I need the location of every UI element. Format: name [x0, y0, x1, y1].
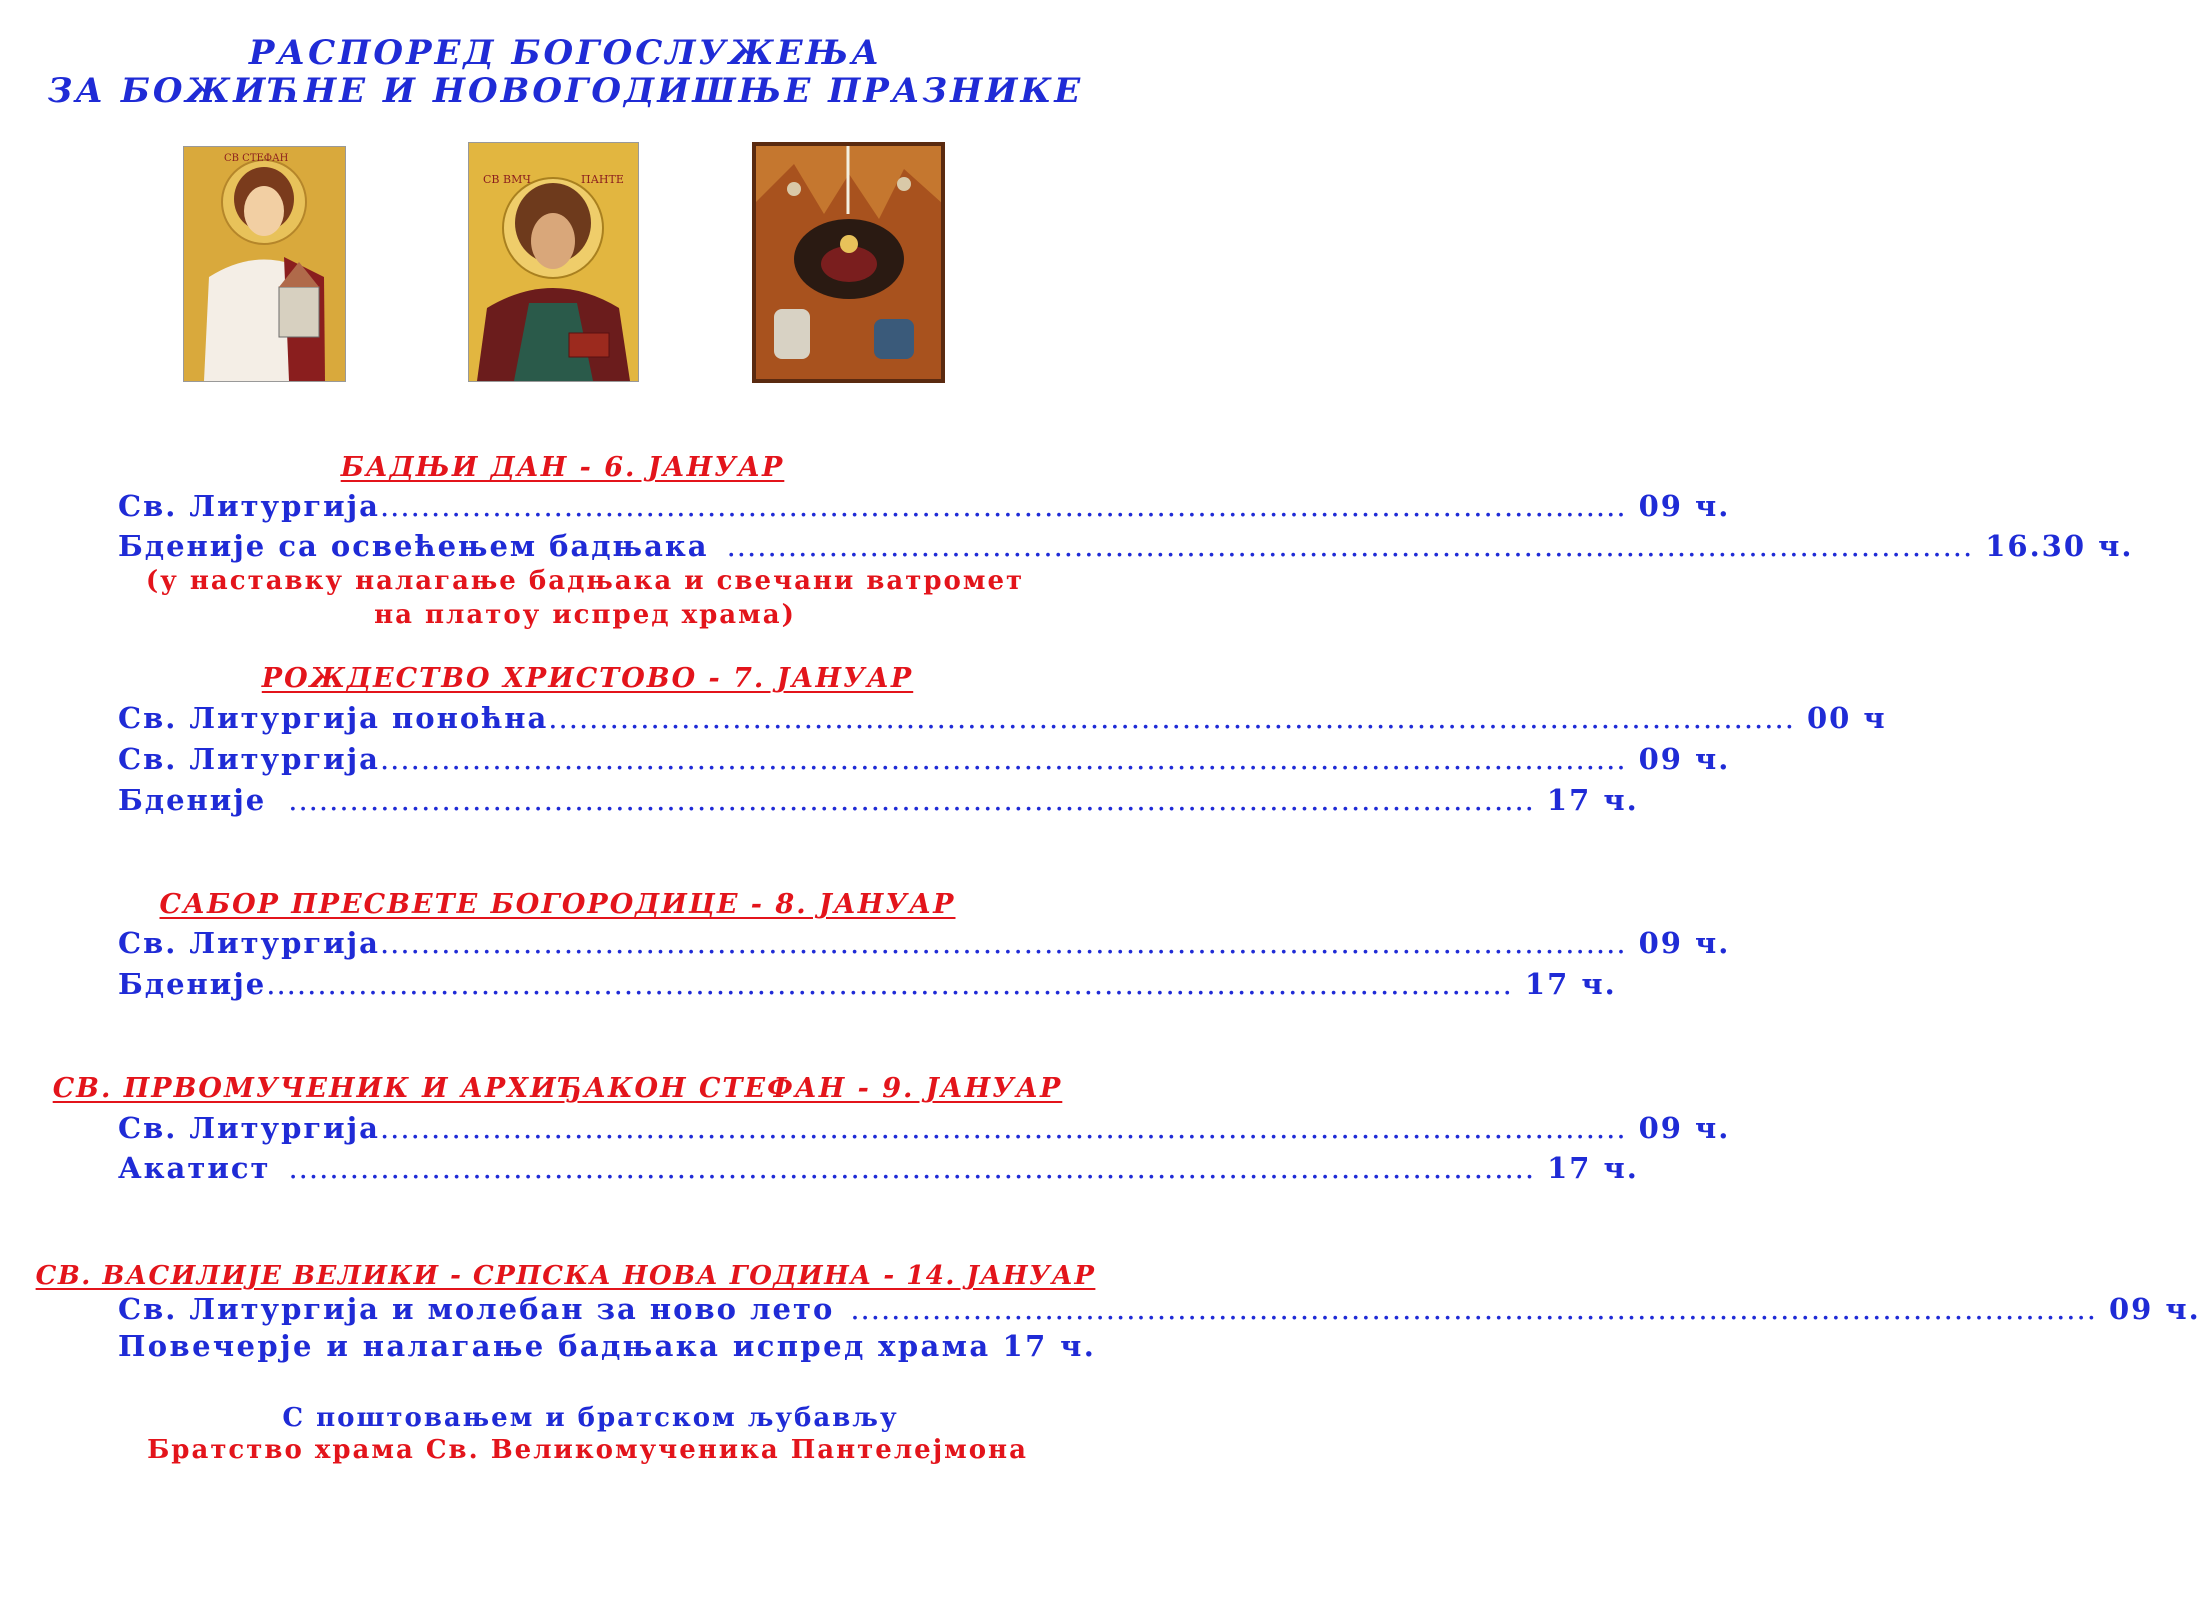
service-label: Акатист [118, 1151, 271, 1185]
service-time: 09 ч. [1638, 489, 1731, 523]
schedule-row [118, 926, 1731, 960]
schedule-row [118, 1151, 1639, 1185]
service-label: Св. Литургија поноћна [118, 701, 549, 735]
schedule-row [118, 783, 1639, 817]
leader-dots: .......................................................................................................................... [288, 783, 1535, 817]
section-heading-christmas-eve: БАДЊИ ДАН - 6. ЈАНУАР [340, 452, 785, 483]
service-time: 17 ч. [1546, 783, 1639, 817]
leader-dots: .......................................................................................................................... [266, 967, 1513, 1001]
section-heading-st-stephen: СВ. ПРВОМУЧЕНИК И АРХИЂАКОН СТЕФАН - 9. ЈАНУАР [52, 1073, 1063, 1104]
service-label: Св. Литургија и молебан за ново лето [118, 1292, 835, 1326]
service-label: Св. Литургија [118, 489, 380, 523]
signature-brotherhood: Братство храма Св. Великомученика Пантелејмона [147, 1435, 1028, 1465]
leader-dots: .......................................................................................................................... [379, 742, 1627, 776]
schedule-row [118, 529, 2134, 563]
service-time: 17 ч. [1547, 1151, 1639, 1185]
leader-dots: .......................................................................................................................... [726, 529, 1974, 563]
section-heading-synaxis: САБОР ПРЕСВЕТЕ БОГОРОДИЦЕ - 8. ЈАНУАР [159, 889, 956, 920]
schedule-row [118, 1111, 1731, 1145]
title-line-1: РАСПОРЕД БОГОСЛУЖЕЊА [248, 33, 883, 73]
schedule-row [118, 1329, 1097, 1363]
leader-dots: .......................................................................................................................... [548, 701, 1795, 735]
schedule-row [118, 1292, 2201, 1326]
service-time: 09 ч. [2108, 1292, 2201, 1326]
service-label: Повечерје и налагање бадњака испред храма [118, 1329, 991, 1363]
service-label: Бденије са освећењем бадњака [118, 529, 709, 563]
leader-dots: .......................................................................................................................... [850, 1292, 2097, 1326]
svg-text:ПАНТЕ: ПАНТЕ [581, 173, 624, 186]
schedule-row [118, 742, 1731, 776]
leader-dots: .......................................................................................................................... [379, 926, 1627, 960]
service-time: 09 ч. [1638, 1111, 1731, 1145]
service-time: 09 ч. [1638, 742, 1731, 776]
service-label: Св. Литургија [118, 926, 380, 960]
service-time: 17 ч. [1002, 1329, 1097, 1363]
section-note: (у наставку налагање бадњака и свечани ватромет на платоу испред храма) [145, 566, 1025, 630]
schedule-row [118, 489, 1731, 523]
nativity-icon [753, 143, 944, 382]
section-heading-nativity: РОЖДЕСТВО ХРИСТОВО - 7. ЈАНУАР [261, 663, 914, 694]
service-label: Бденије [118, 967, 267, 1001]
schedule-row [118, 967, 1617, 1001]
svg-text:СВ ВМЧ: СВ ВМЧ [483, 173, 531, 186]
service-label: Св. Литургија [118, 742, 380, 776]
st-panteleimon-icon [468, 142, 639, 382]
title-line-2: ЗА БОЖИЋНЕ И НОВОГОДИШЊЕ ПРАЗНИКЕ [47, 71, 1084, 111]
leader-dots: .......................................................................................................................... [288, 1151, 1536, 1185]
schedule-row [118, 701, 1887, 735]
service-label: Бденије [118, 783, 267, 817]
service-time: 09 ч. [1638, 926, 1731, 960]
service-label: Св. Литургија [118, 1111, 380, 1145]
svg-text:СВ СТЕФАН: СВ СТЕФАН [224, 153, 289, 164]
service-time: 17 ч. [1524, 967, 1617, 1001]
signature-greeting: С поштовањем и братском љубављу [282, 1403, 899, 1433]
leader-dots: .......................................................................................................................... [379, 489, 1627, 523]
service-time: 16.30 ч. [1985, 529, 2134, 563]
section-heading-st-basil: СВ. ВАСИЛИЈЕ ВЕЛИКИ - СРПСКА НОВА ГОДИНА - 14. ЈАНУАР [35, 1261, 1096, 1291]
service-time: 00 ч [1806, 701, 1887, 735]
st-stephen-icon [183, 146, 346, 382]
leader-dots: .......................................................................................................................... [379, 1111, 1627, 1145]
